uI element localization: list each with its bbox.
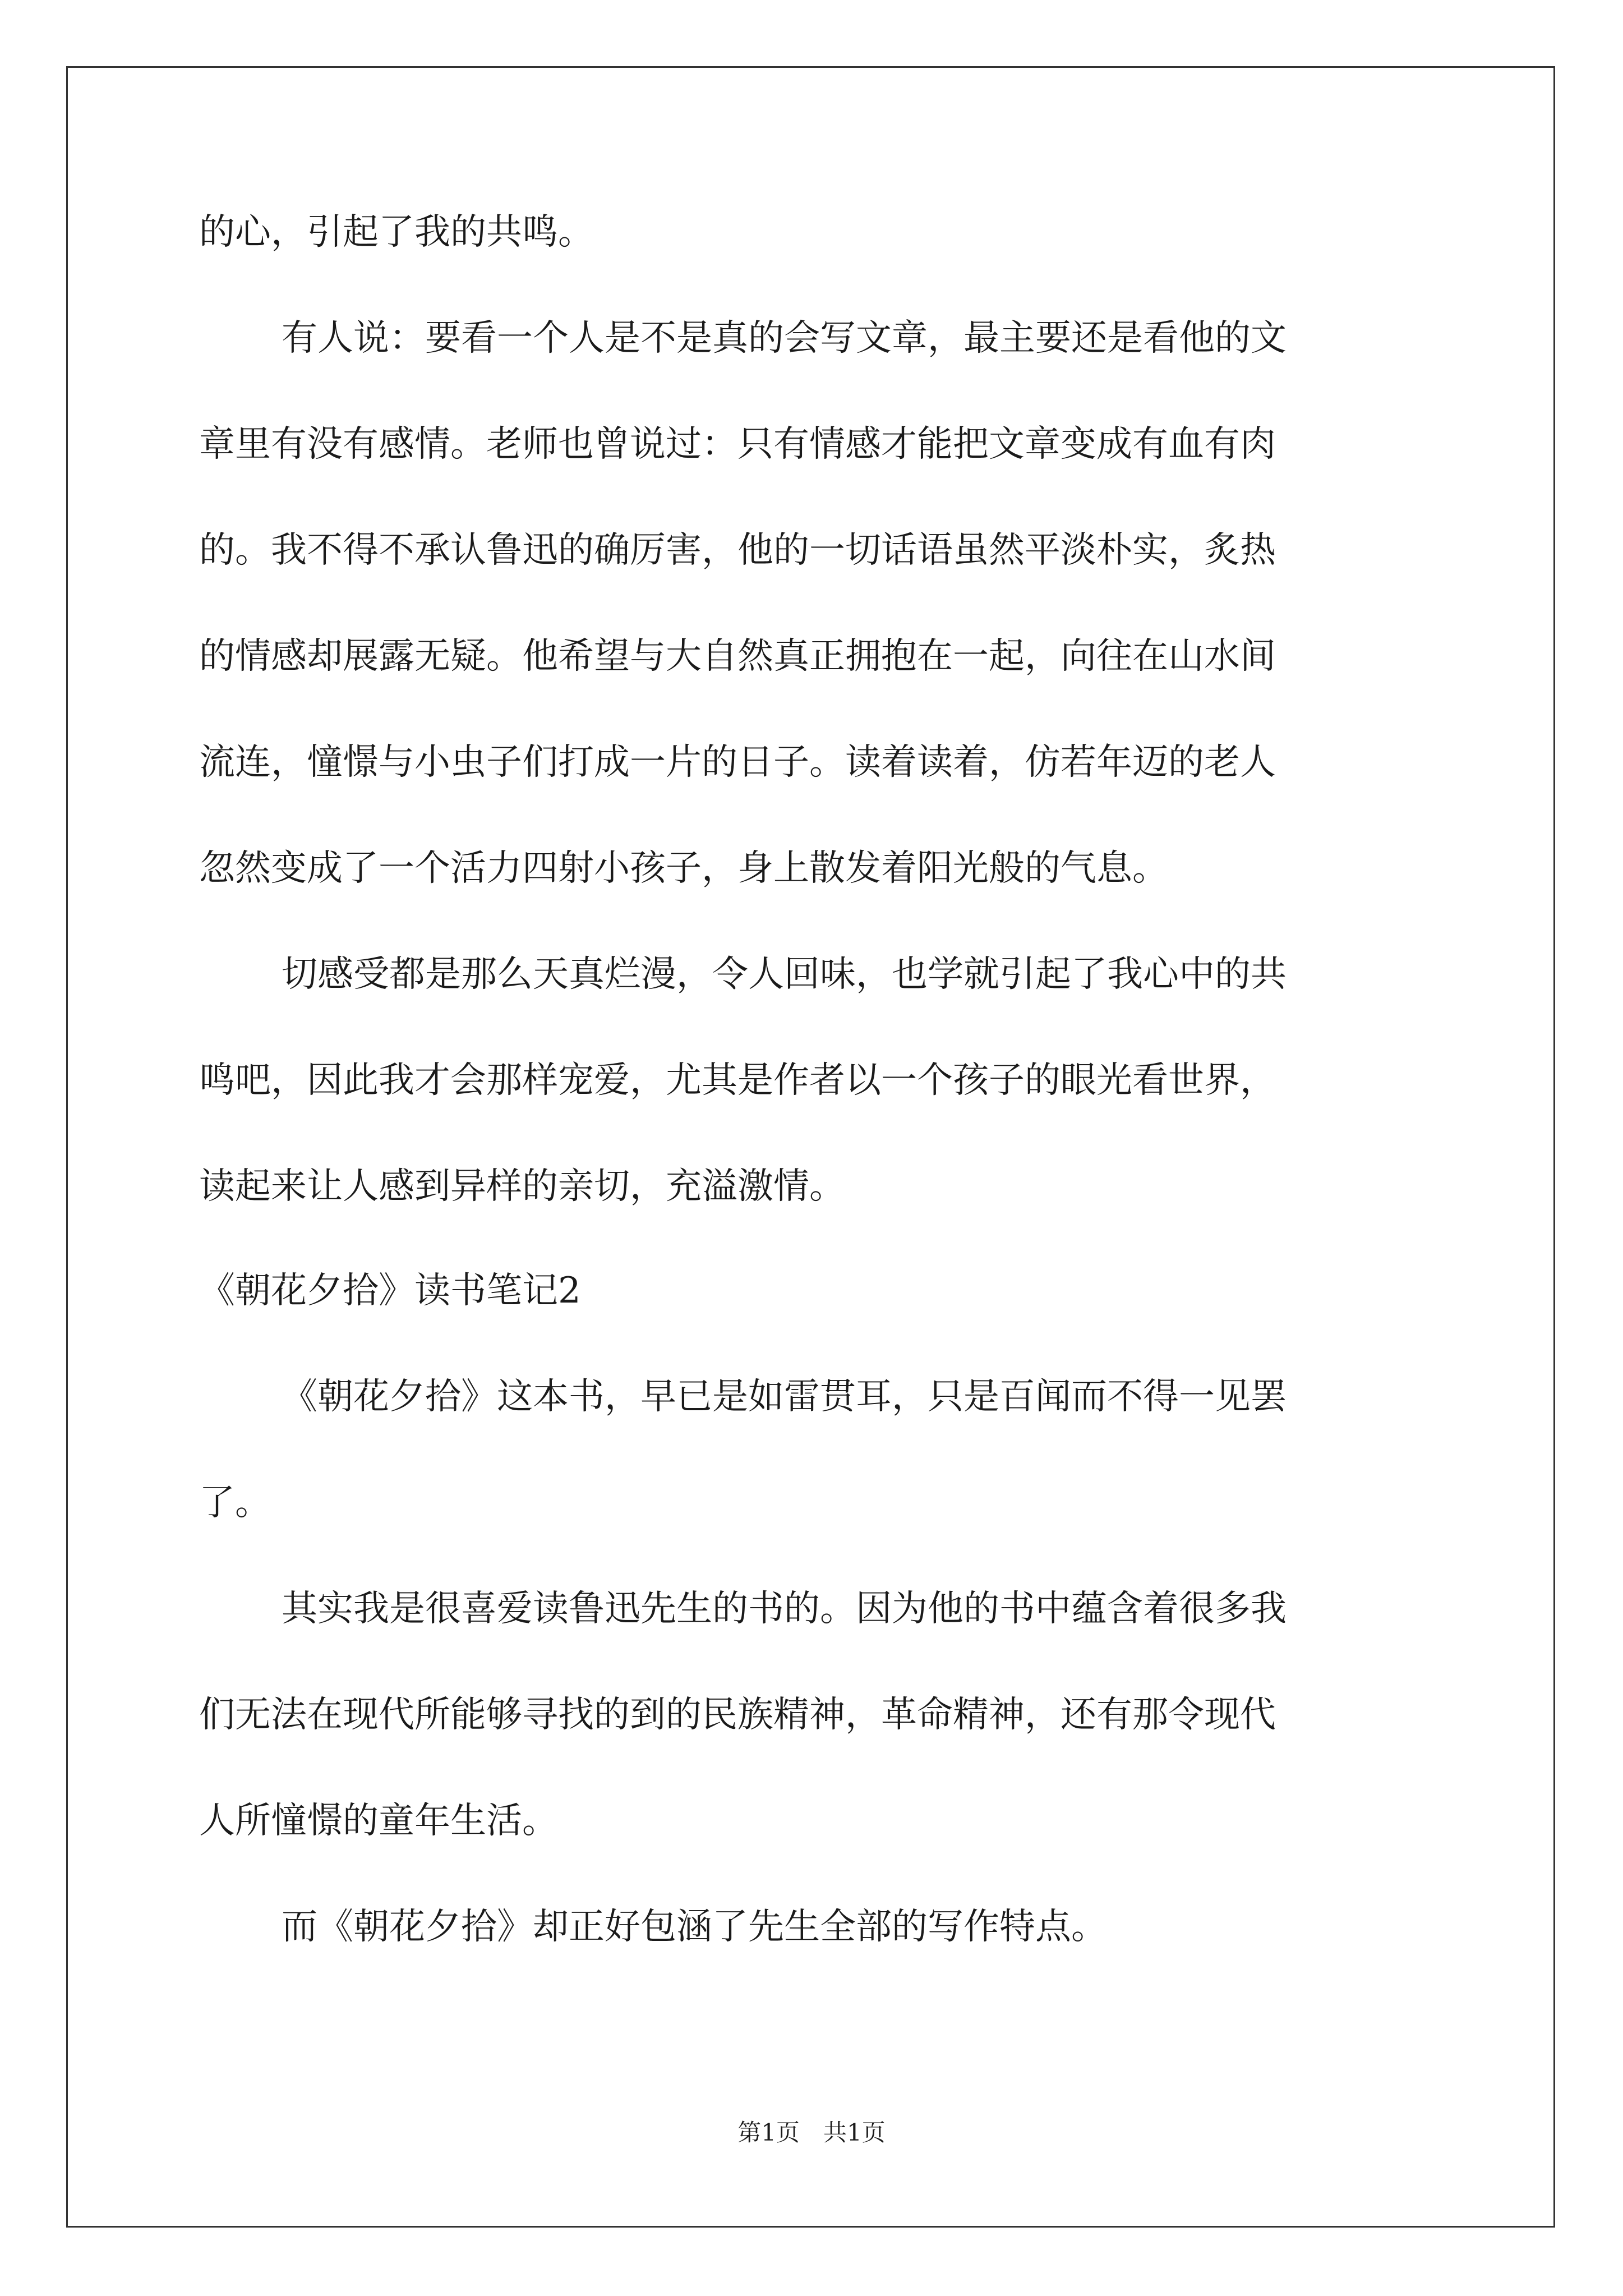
page-number: 第1页 共1页 [737, 2119, 886, 2146]
text-line: 读起来让人感到异样的亲切，充溢激情。 [199, 1166, 845, 1207]
document-body [199, 210, 1427, 1949]
text-line: 流连，憧憬与小虫子们打成一片的日子。读着读着，仿若年迈的老人 [199, 742, 1276, 783]
text-line: 人所憧憬的童年生活。 [199, 1800, 558, 1842]
text-line: 的。我不得不承认鲁迅的确厉害，他的一切话语虽然平淡朴实，炙热 [199, 530, 1276, 571]
paragraph-first-line: 有人说：要看一个人是不是真的会写文章，最主要还是看他的文 [282, 318, 1287, 359]
paragraph-first-line: 《朝花夕拾》这本书，早已是如雷贯耳，只是百闻而不得一见罢 [282, 1376, 1287, 1418]
text-line: 忽然变成了一个活力四射小孩子，身上散发着阳光般的气息。 [199, 848, 1168, 889]
paragraph-first-line: 其实我是很喜爱读鲁迅先生的书的。因为他的书中蕴含着很多我 [282, 1588, 1287, 1630]
text-line: 的心，引起了我的共鸣。 [199, 211, 594, 253]
paragraph-first-line: 切感受都是那么天真烂漫，令人回味，也学就引起了我心中的共 [282, 954, 1287, 995]
text-line: 了。 [199, 1482, 271, 1524]
text-line: 鸣吧，因此我才会那样宠爱，尤其是作者以一个孩子的眼光看世界， [199, 1060, 1276, 1101]
paragraph-first-line: 而《朝花夕拾》却正好包涵了先生全部的写作特点。 [282, 1906, 1107, 1948]
text-line: 的情感却展露无疑。他希望与大自然真正拥抱在一起，向往在山水间 [199, 636, 1276, 677]
section-heading: 《朝花夕拾》读书笔记2 [199, 1270, 581, 1312]
text-line: 章里有没有感情。老师也曾说过：只有情感才能把文章变成有血有肉 [199, 424, 1276, 465]
text-line: 们无法在现代所能够寻找的到的民族精神，革命精神，还有那令现代 [199, 1694, 1276, 1736]
